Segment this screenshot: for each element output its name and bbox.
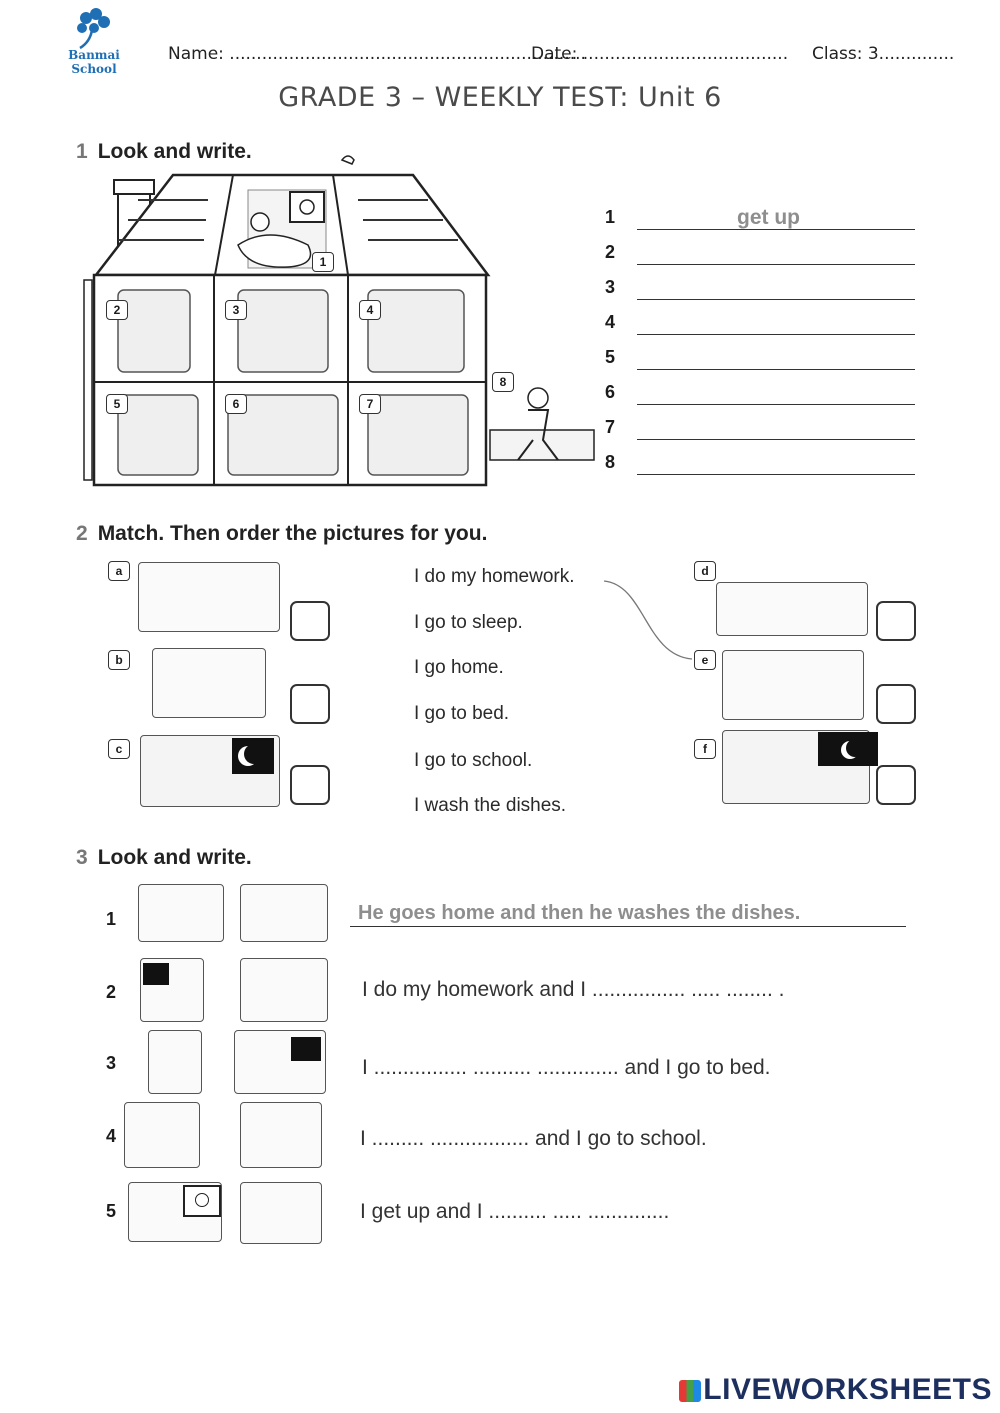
row-number: 2 — [106, 982, 117, 1002]
picture-tag-f: f — [694, 739, 716, 759]
row4-picture-b — [240, 1102, 322, 1168]
answer-number: 7 — [605, 417, 616, 437]
answer-row — [605, 240, 920, 275]
answer-number: 2 — [605, 242, 616, 262]
date-field[interactable]: Date: ...................................... — [531, 44, 789, 64]
row-number: 4 — [106, 1126, 117, 1146]
sentence-school[interactable]: I go to school. — [414, 750, 533, 771]
section3-number: 3 — [76, 846, 88, 869]
house-tag-1: 1 — [312, 252, 334, 272]
answer-number: 1 — [605, 207, 616, 227]
sun-icon — [195, 1193, 209, 1207]
sentence-bed[interactable]: I go to bed. — [414, 703, 510, 724]
row-number: 1 — [106, 909, 117, 929]
row3-sentence[interactable]: I ................ .......... .............. and I go to bed. — [362, 1056, 771, 1079]
row3-picture-b — [234, 1030, 326, 1094]
order-box-c[interactable] — [290, 765, 330, 805]
answer-row — [605, 205, 920, 240]
row2-picture-a — [140, 958, 204, 1022]
row1-picture-a — [138, 884, 224, 942]
answer-line[interactable] — [637, 369, 915, 370]
picture-go-school — [716, 582, 868, 636]
school-logo — [44, 8, 144, 76]
row-number: 5 — [106, 1201, 117, 1221]
section1-title: Look and write. — [97, 140, 252, 163]
section3-title: Look and write. — [97, 846, 252, 869]
house-tag-6: 6 — [225, 394, 247, 414]
answer-line[interactable] — [637, 334, 915, 335]
row3-picture-a — [148, 1030, 202, 1094]
section1-answers — [605, 205, 920, 485]
house-tag-7: 7 — [359, 394, 381, 414]
moon-window-icon — [232, 738, 274, 774]
row2-sentence[interactable]: I do my homework and I ................ ..... ........ . — [362, 978, 785, 1001]
answer-number: 3 — [605, 277, 616, 297]
picture-go-home — [138, 562, 280, 632]
answer-value: get up — [737, 206, 800, 229]
row2-picture-b — [240, 958, 328, 1022]
moon-window-icon — [291, 1037, 321, 1061]
brand-icon — [679, 1380, 701, 1402]
answer-number: 4 — [605, 312, 616, 332]
page-title: GRADE 3 – WEEKLY TEST: Unit 6 — [278, 82, 722, 113]
order-box-e[interactable] — [876, 684, 916, 724]
house-tag-2: 2 — [106, 300, 128, 320]
answer-row — [605, 415, 920, 450]
picture-tag-b: b — [108, 650, 130, 670]
section3-heading — [76, 846, 252, 870]
house-tag-8: 8 — [492, 372, 514, 392]
answer-line[interactable] — [637, 404, 915, 405]
picture-homework — [722, 650, 864, 720]
brand-text: LIVEWORKSHEETS — [703, 1373, 992, 1406]
order-box-f[interactable] — [876, 765, 916, 805]
row4-picture-a — [124, 1102, 200, 1168]
picture-tag-e: e — [694, 650, 716, 670]
class-field[interactable]: Class: 3.............. — [812, 44, 955, 64]
picture-tag-a: a — [108, 561, 130, 581]
picture-tag-d: d — [694, 561, 716, 581]
row1-answer: He goes home and then he washes the dishes. — [358, 902, 801, 924]
section2-number: 2 — [76, 522, 88, 545]
sentence-dishes[interactable]: I wash the dishes. — [414, 795, 567, 816]
row-number: 3 — [106, 1053, 117, 1073]
row1-answer-line[interactable] — [350, 926, 906, 927]
row4-sentence[interactable]: I ......... ................. and I go to school. — [360, 1127, 707, 1150]
answer-row — [605, 380, 920, 415]
house-illustration — [78, 150, 598, 490]
flower-icon — [44, 8, 144, 52]
house-tag-4: 4 — [359, 300, 381, 320]
row1-picture-b — [240, 884, 328, 942]
answer-line[interactable] — [637, 264, 915, 265]
answer-row — [605, 275, 920, 310]
moon-window-icon — [143, 963, 169, 985]
house-tag-3: 3 — [225, 300, 247, 320]
order-box-a[interactable] — [290, 601, 330, 641]
sun-window-icon — [183, 1185, 221, 1217]
order-box-b[interactable] — [290, 684, 330, 724]
sentence-homework[interactable]: I do my homework. — [414, 566, 575, 587]
moon-icon — [846, 739, 864, 757]
answer-row — [605, 345, 920, 380]
answer-number: 6 — [605, 382, 616, 402]
picture-wash-dishes — [152, 648, 266, 718]
school-name: Banmai School — [68, 48, 120, 76]
picture-tag-c: c — [108, 739, 130, 759]
answer-line[interactable] — [637, 299, 915, 300]
house-tag-5: 5 — [106, 394, 128, 414]
brand-logo[interactable] — [679, 1373, 992, 1407]
section1-number: 1 — [76, 140, 88, 163]
section2-heading — [76, 522, 487, 546]
answer-number: 8 — [605, 452, 616, 472]
answer-row — [605, 450, 920, 485]
name-field[interactable]: Name: .................................................................. — [168, 44, 586, 64]
section2-title: Match. Then order the pictures for you. — [97, 522, 488, 545]
answer-line[interactable] — [637, 474, 915, 475]
sentence-home[interactable]: I go home. — [414, 657, 504, 678]
order-box-d[interactable] — [876, 601, 916, 641]
moon-window-icon — [818, 732, 878, 766]
row5-picture-a — [128, 1182, 222, 1242]
row5-picture-b — [240, 1182, 322, 1244]
match-line — [600, 575, 700, 670]
answer-number: 5 — [605, 347, 616, 367]
sentence-sleep[interactable]: I go to sleep. — [414, 612, 523, 633]
moon-icon — [244, 744, 264, 764]
answer-row — [605, 310, 920, 345]
answer-line[interactable] — [637, 439, 915, 440]
row5-sentence[interactable]: I get up and I .......... ..... .............. — [360, 1200, 670, 1223]
